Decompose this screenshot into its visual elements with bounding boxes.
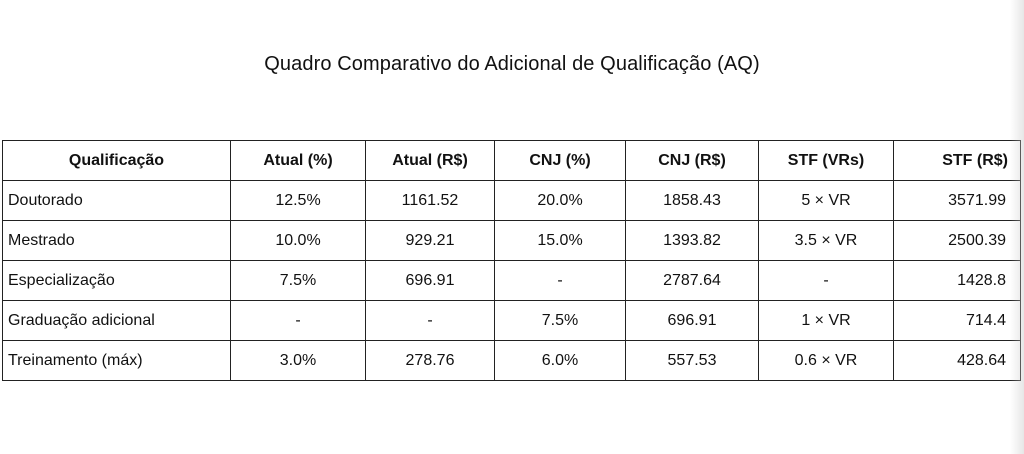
cell-stf-vrs: 0.6 × VR [759,341,894,381]
cell-atual-valor: - [366,301,495,341]
cell-atual-valor: 929.21 [366,221,495,261]
table-row [3,301,1021,341]
header-cnj-percent: CNJ (%) [495,141,626,181]
header-atual-valor: Atual (R$) [366,141,495,181]
cell-atual-percent: 3.0% [231,341,366,381]
header-stf-vrs: STF (VRs) [759,141,894,181]
cell-qualificacao: Mestrado [3,221,231,261]
cell-cnj-percent: - [495,261,626,301]
cell-qualificacao: Doutorado [3,181,231,221]
cell-stf-valor: 3571.99 [894,181,1021,221]
cell-qualificacao: Graduação adicional [3,301,231,341]
cell-stf-valor: 428.64 [894,341,1021,381]
cell-atual-valor: 696.91 [366,261,495,301]
cell-stf-vrs: 5 × VR [759,181,894,221]
cell-cnj-valor: 1393.82 [626,221,759,261]
cell-atual-valor: 1161.52 [366,181,495,221]
table-row [3,341,1021,381]
header-qualificacao: Qualificação [3,141,231,181]
cell-atual-percent: 7.5% [231,261,366,301]
table-header-row [3,141,1021,181]
cell-stf-vrs: 3.5 × VR [759,221,894,261]
cell-stf-vrs: - [759,261,894,301]
header-stf-valor: STF (R$) [894,141,1021,181]
cell-atual-percent: 10.0% [231,221,366,261]
table-row [3,221,1021,261]
cell-cnj-valor: 696.91 [626,301,759,341]
page-title: Quadro Comparativo do Adicional de Qualificação (AQ) [264,53,760,75]
cell-atual-percent: 12.5% [231,181,366,221]
cell-cnj-valor: 1858.43 [626,181,759,221]
cell-qualificacao: Treinamento (máx) [3,341,231,381]
cell-stf-valor: 714.4 [894,301,1021,341]
cell-cnj-percent: 6.0% [495,341,626,381]
cell-stf-valor: 1428.8 [894,261,1021,301]
cell-cnj-percent: 20.0% [495,181,626,221]
cell-stf-vrs: 1 × VR [759,301,894,341]
cell-cnj-valor: 557.53 [626,341,759,381]
cell-cnj-percent: 15.0% [495,221,626,261]
header-atual-percent: Atual (%) [231,141,366,181]
cell-atual-valor: 278.76 [366,341,495,381]
header-cnj-valor: CNJ (R$) [626,141,759,181]
cell-atual-percent: - [231,301,366,341]
cell-cnj-valor: 2787.64 [626,261,759,301]
cell-qualificacao: Especialização [3,261,231,301]
table-row [3,181,1021,221]
table-row [3,261,1021,301]
comparison-table [2,140,1021,381]
cell-stf-valor: 2500.39 [894,221,1021,261]
cell-cnj-percent: 7.5% [495,301,626,341]
